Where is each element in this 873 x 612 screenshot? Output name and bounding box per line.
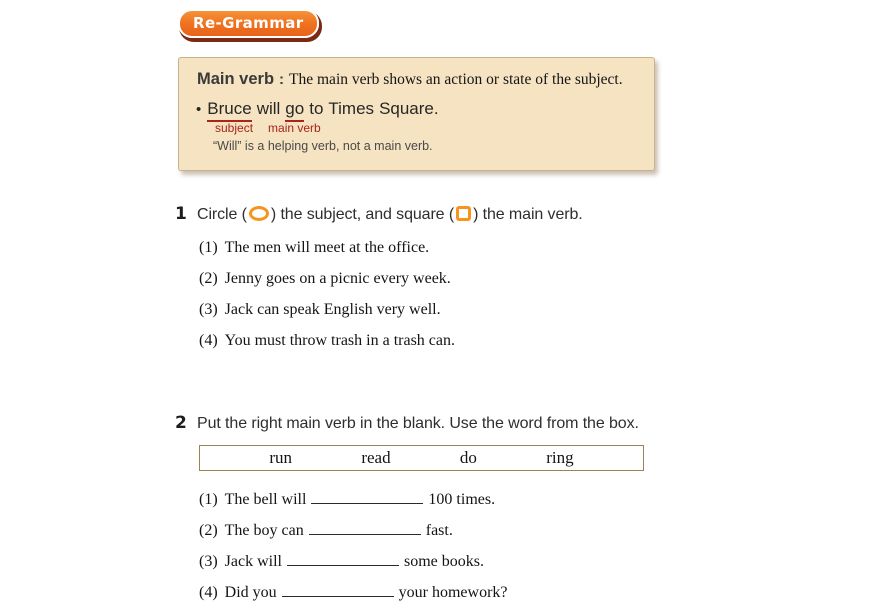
item-sentence-end: fast. (425, 522, 453, 539)
item-sentence-start: Jack will (224, 553, 282, 570)
exercise-item (199, 515, 644, 546)
answer-blank (311, 490, 423, 504)
exercise-item (199, 546, 644, 577)
example-word: to (309, 99, 324, 118)
exercise-2 (175, 413, 644, 608)
item-sentence-end: 100 times. (428, 491, 496, 508)
helping-verb-note: “Will” is a helping verb, not a main verb. (213, 139, 433, 153)
example-word: will (256, 99, 281, 118)
exercise-item (199, 263, 583, 294)
example-word-subject: Bruce (207, 99, 251, 122)
square-icon (456, 206, 471, 221)
example-word-main-verb: go (285, 99, 304, 122)
exercise-1-instruction (197, 206, 583, 224)
exercise-2-instruction: Put the right main verb in the blank. Use the word from the box. (197, 415, 639, 432)
exercise-2-items (199, 484, 644, 608)
item-number: (3) (199, 301, 218, 318)
item-sentence-start: Did you (224, 584, 277, 601)
word-bank-item: run (269, 448, 292, 467)
instruction-text: ) the subject, and square ( (270, 206, 455, 223)
example-word: Square. (379, 99, 439, 118)
bullet-icon: • (196, 101, 202, 118)
exercise-item (199, 232, 583, 263)
item-sentence-end: some books. (403, 553, 484, 570)
answer-blank (287, 552, 399, 566)
word-bank-box (199, 445, 644, 471)
item-sentence: You must throw trash in a trash can. (224, 332, 456, 349)
item-sentence-start: The bell will (224, 491, 307, 508)
item-sentence: The men will meet at the office. (224, 239, 430, 256)
rule-title-line (197, 70, 623, 89)
instruction-text: Circle ( (197, 206, 247, 223)
item-number: (1) (199, 239, 218, 256)
example-sentence (196, 99, 444, 122)
exercise-item (199, 577, 644, 608)
exercise-1-items (199, 232, 583, 356)
item-number: (1) (199, 491, 218, 508)
exercise-item (199, 325, 583, 356)
section-badge (178, 9, 319, 38)
section-badge-label: Re-Grammar (193, 13, 304, 32)
item-sentence: Jenny goes on a picnic every week. (224, 270, 451, 287)
rule-separator: : (279, 71, 285, 88)
word-bank-item: ring (546, 448, 574, 467)
exercise-item (199, 294, 583, 325)
example-grammar-labels (215, 121, 321, 135)
item-sentence-start: The boy can (224, 522, 304, 539)
exercise-2-heading (175, 413, 644, 433)
exercise-2-number: 2 (175, 413, 187, 433)
item-number: (2) (199, 522, 218, 539)
exercise-1-number: 1 (175, 204, 187, 224)
exercise-item (199, 484, 644, 515)
answer-blank (309, 521, 421, 535)
word-bank-item: do (459, 448, 477, 467)
item-sentence: Jack can speak English very well. (224, 301, 441, 318)
exercise-1 (175, 204, 583, 356)
subject-label: subject (215, 121, 254, 135)
main-verb-rule-box (178, 57, 655, 171)
item-number: (2) (199, 270, 218, 287)
item-sentence-end: your homework? (398, 584, 508, 601)
item-number: (4) (199, 584, 218, 601)
answer-blank (282, 583, 394, 597)
circle-icon (249, 206, 269, 221)
item-number: (3) (199, 553, 218, 570)
item-number: (4) (199, 332, 218, 349)
word-bank-item: read (361, 448, 391, 467)
example-word: Times (328, 99, 375, 118)
exercise-1-heading (175, 204, 583, 224)
rule-title: Main verb (197, 70, 275, 88)
main-verb-label: main verb (268, 121, 321, 135)
instruction-text: ) the main verb. (473, 206, 583, 223)
rule-description: The main verb shows an action or state of the subject. (289, 71, 623, 88)
